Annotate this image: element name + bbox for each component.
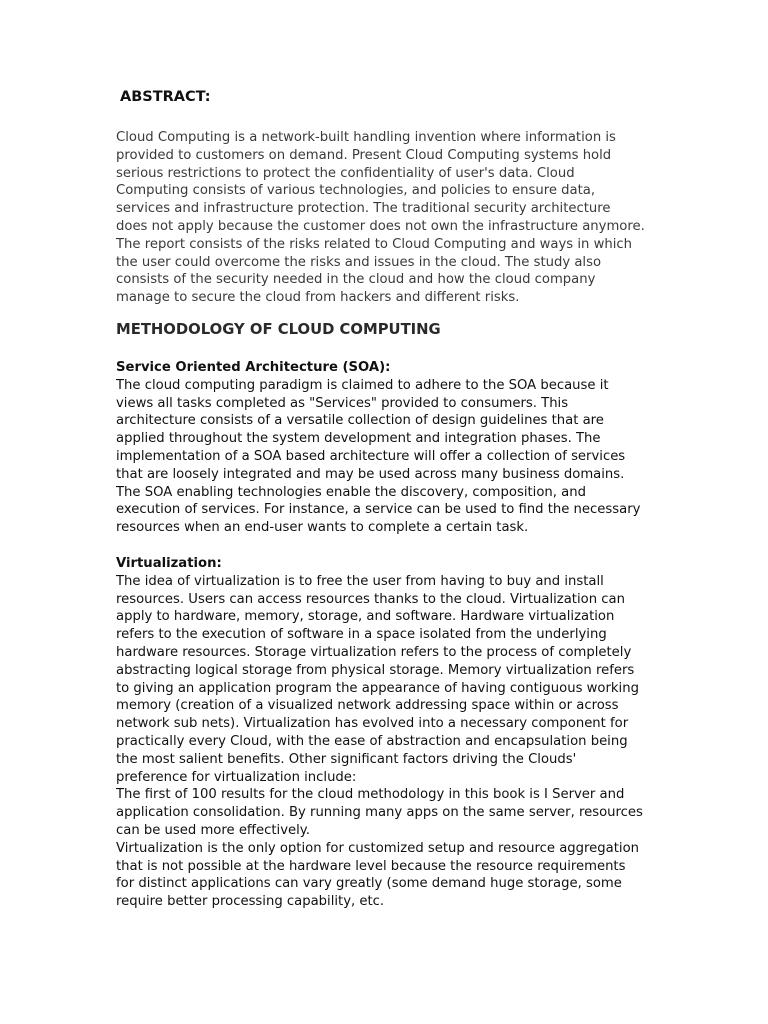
soa-section: [116, 359, 646, 537]
abstract-paragraph: Cloud Computing is a network-built handling invention where information is provided to customers on demand. Present Cloud Computing systems hold serious restrictions to protect the confidentiality of user's data. Cloud Computing consists of various technologies, and policies to ensure data, services and infrastructure protection. The traditional security architecture does not apply because the customer does not own the infrastructure anymore. The report consists of the risks related to Cloud Computing and ways in which the user could overcome the risks and issues in the cloud. The study also consists of the security needed in the cloud and how the cloud company manage to secure the cloud from hackers and different risks.: [116, 130, 645, 306]
virtualization-heading: Virtualization:: [116, 556, 222, 571]
virtualization-section: [116, 555, 646, 911]
soa-heading: Service Oriented Architecture (SOA):: [116, 360, 391, 375]
virtualization-paragraph-customization: Virtualization is the only option for customized setup and resource aggregation that is not possible at the hardware level because the resource requirements for distinct applications can vary greatly (some demand huge storage, some require better processing capability, etc.: [116, 840, 639, 910]
methodology-heading: METHODOLOGY OF CLOUD COMPUTING: [116, 321, 441, 338]
soa-paragraph: The cloud computing paradigm is claimed to adhere to the SOA because it views all tasks completed as "Services" provided to consumers. This architecture consists of a versatile collection of design guidelines that are applied throughout the system development and integration phases. The implementation of a SOA based architecture will offer a collection of services that are loosely integrated and may be used across many business domains. The SOA enabling technologies enable the discovery, composition, and execution of services. For instance, a service can be used to find the necessary resources when an end-user wants to complete a certain task.: [116, 377, 641, 536]
virtualization-paragraph-consolidation: The first of 100 results for the cloud methodology in this book is I Server and application consolidation. By running many apps on the same server, resources can be used more effectively.: [116, 787, 643, 838]
abstract-heading: ABSTRACT:: [120, 89, 211, 105]
virtualization-paragraph: The idea of virtualization is to free the user from having to buy and install resources. Users can access resources thanks to the cloud. Virtualization can apply to hardware, memory, storage, and software. Hardware virtualization refers to the execution of software in a space isolated from the underlying hardware resources. Storage virtualization refers to the process of completely abstracting logical storage from physical storage. Memory virtualization refers to giving an application program the appearance of having contiguous working memory (creation of a visualized network addressing space within or across network sub nets). Virtualization has evolved into a necessary component for practically every Cloud, with the ease of abstraction and encapsulation being the most salient benefits. Other significant factors driving the Clouds' preference for virtualization include:: [116, 573, 639, 785]
